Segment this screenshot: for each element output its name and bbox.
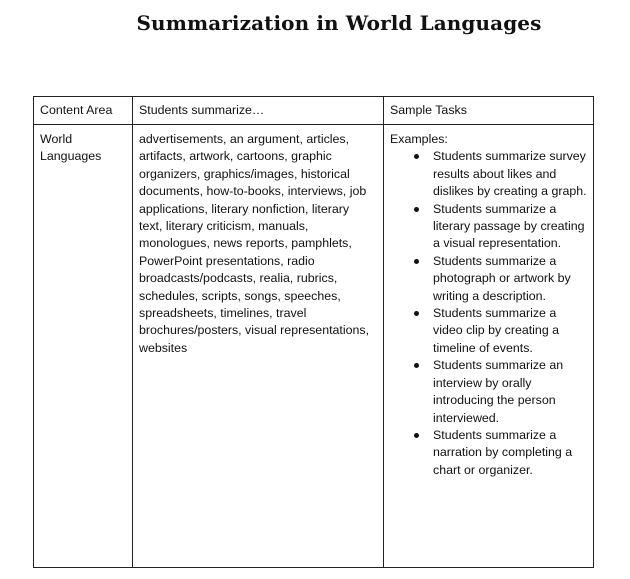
header-content-area: Content Area xyxy=(34,97,133,125)
page-title: Summarization in World Languages xyxy=(136,11,542,35)
bullet-icon xyxy=(414,311,419,316)
task-text: Students summarize a narration by completing a chart or organizer. xyxy=(433,427,573,477)
header-sample-tasks: Sample Tasks xyxy=(384,97,594,125)
content-area-value: World Languages xyxy=(40,132,102,164)
bullet-icon xyxy=(414,363,419,368)
task-text: Students summarize a literary passage by creating a visual representation. xyxy=(433,201,585,251)
sample-tasks-cell xyxy=(384,125,594,568)
header-students-summarize: Students summarize… xyxy=(133,97,384,125)
task-text: Students summarize a video clip by creating a timeline of events. xyxy=(433,306,560,355)
task-text: Students summarize an interview by orally introducing the person interviewed. xyxy=(433,358,564,425)
table-header-row xyxy=(34,97,594,125)
summarization-table xyxy=(33,96,594,568)
task-text: Students summarize survey results about likes and dislikes by creating a graph. xyxy=(433,149,587,199)
list-item xyxy=(433,148,587,200)
list-item xyxy=(433,427,587,479)
list-item xyxy=(433,253,587,305)
sample-tasks-list xyxy=(390,148,587,479)
list-item xyxy=(433,201,587,253)
examples-label: Examples: xyxy=(390,132,448,146)
table-row xyxy=(34,125,594,568)
bullet-icon xyxy=(414,207,419,212)
content-area-cell xyxy=(34,125,133,568)
bullet-icon xyxy=(414,259,419,264)
bullet-icon xyxy=(414,433,419,438)
task-text: Students summarize a photograph or artwork by writing a description. xyxy=(433,253,571,303)
summarize-list-text: advertisements, an argument, articles, artifacts, artwork, cartoons, graphic organizers, graphics/images, historical documents, how-to-books, interviews, job applications, literary nonfiction, literary text, literary criticism, manuals, monologues, news reports, pamphlets, PowerPoint presentations, radio broadcasts/podcasts, realia, rubrics, schedules, scripts, songs, speeches, spreadsheets, timelines, travel brochures/posters, visual representations, websites xyxy=(139,132,370,355)
list-item xyxy=(433,357,587,427)
bullet-icon xyxy=(414,154,419,159)
list-item xyxy=(433,305,587,357)
students-summarize-cell xyxy=(133,125,384,568)
